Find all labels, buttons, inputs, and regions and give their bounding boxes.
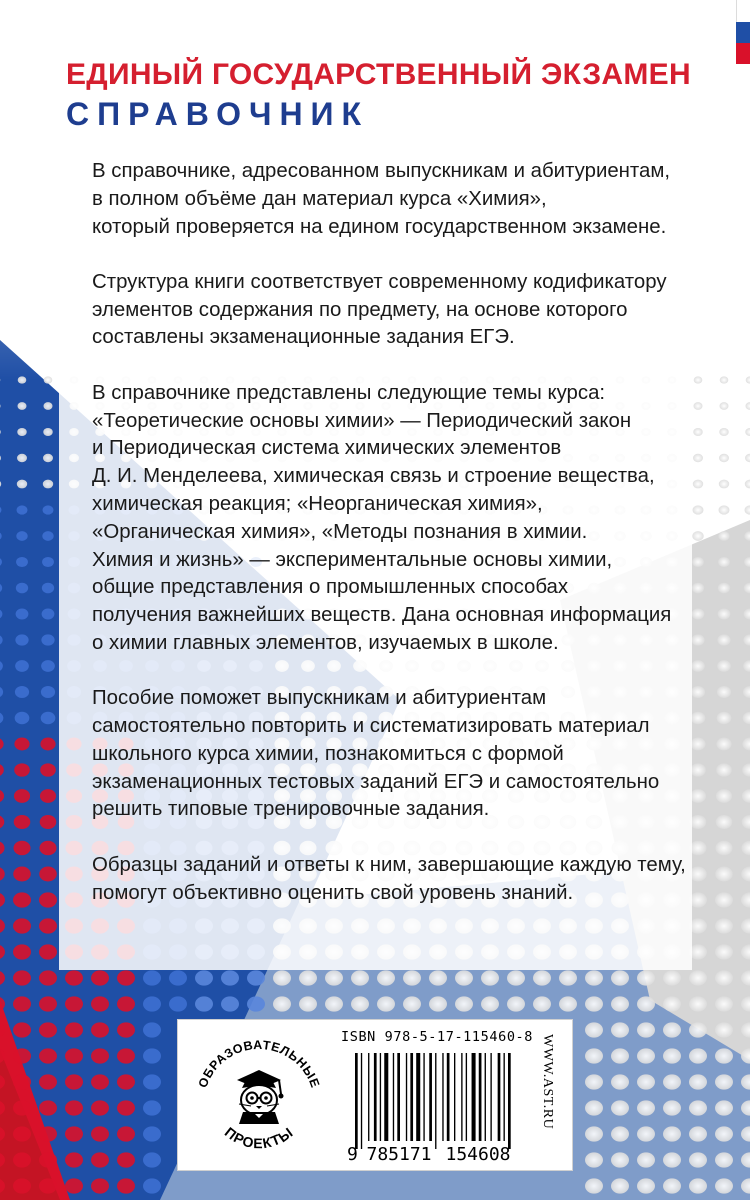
- halftone-dot: [117, 1126, 135, 1141]
- halftone-dot: [299, 996, 317, 1011]
- barcode-bar: [498, 1053, 501, 1141]
- halftone-dot: [718, 609, 731, 620]
- halftone-dot: [42, 531, 53, 541]
- halftone-dot: [716, 789, 732, 803]
- halftone-dot: [117, 1178, 135, 1193]
- halftone-dot: [65, 1152, 83, 1167]
- halftone-dot: [718, 583, 730, 593]
- halftone-dot: [17, 402, 26, 410]
- halftone-dot: [117, 1048, 135, 1063]
- halftone-dot: [14, 815, 31, 829]
- halftone-dot: [13, 892, 31, 907]
- publisher-website: [528, 1032, 568, 1158]
- halftone-dot: [691, 712, 706, 724]
- halftone-dot: [717, 634, 730, 645]
- halftone-dot: [533, 970, 551, 985]
- halftone-dot: [715, 1100, 733, 1115]
- halftone-dot: [689, 1126, 707, 1141]
- halftone-dot: [663, 996, 681, 1011]
- halftone-dot: [715, 1152, 733, 1167]
- halftone-dot: [13, 1100, 31, 1115]
- barcode-bar: [485, 1053, 486, 1141]
- halftone-dot: [745, 505, 750, 514]
- halftone-dot: [611, 1152, 629, 1167]
- halftone-dot: [693, 428, 702, 436]
- russian-flag-strip: [736, 0, 750, 64]
- halftone-dot: [221, 970, 239, 985]
- barcode-bar: [361, 1053, 362, 1149]
- halftone-dot: [611, 1178, 629, 1193]
- halftone-dot: [637, 1074, 655, 1089]
- halftone-dot: [39, 841, 56, 855]
- barcode-bar: [397, 1053, 400, 1141]
- halftone-dot: [117, 970, 135, 985]
- halftone-dot: [715, 1048, 733, 1063]
- halftone-dot: [43, 428, 52, 436]
- halftone-dot: [718, 557, 730, 567]
- halftone-dot: [65, 1048, 83, 1063]
- halftone-dot: [715, 1178, 733, 1193]
- halftone-dot: [717, 660, 731, 672]
- barcode-bar: [416, 1053, 420, 1141]
- halftone-dot: [585, 1152, 603, 1167]
- halftone-dot: [691, 660, 705, 672]
- barcode-bar: [380, 1053, 381, 1141]
- halftone-dot: [585, 1048, 603, 1063]
- halftone-dot: [690, 789, 706, 803]
- halftone-dot: [719, 402, 728, 410]
- halftone-dot: [13, 867, 31, 882]
- halftone-dot: [719, 454, 729, 462]
- halftone-dot: [17, 454, 27, 462]
- halftone-dot: [65, 1022, 83, 1037]
- halftone-dot: [91, 1152, 109, 1167]
- halftone-dot: [91, 996, 109, 1011]
- halftone-dot: [663, 1074, 681, 1089]
- barcode-bar: [508, 1053, 511, 1149]
- halftone-dot: [585, 1100, 603, 1115]
- halftone-dot: [663, 1178, 681, 1193]
- halftone-dot: [13, 1048, 31, 1063]
- halftone-dot: [13, 841, 30, 855]
- halftone-dot: [715, 1022, 733, 1037]
- halftone-dot: [455, 970, 473, 985]
- halftone-dot: [143, 1022, 161, 1037]
- halftone-dot: [39, 918, 57, 933]
- halftone-dot: [693, 454, 703, 462]
- barcode-bar: [368, 1053, 369, 1141]
- halftone-dot: [691, 686, 705, 698]
- halftone-dot: [715, 944, 733, 959]
- halftone-dot: [41, 712, 56, 724]
- halftone-dot: [13, 918, 31, 933]
- halftone-dot: [690, 763, 706, 776]
- halftone-dot: [689, 841, 706, 855]
- halftone-dot: [715, 1074, 733, 1089]
- halftone-dot: [507, 970, 525, 985]
- halftone-dot: [585, 970, 603, 985]
- halftone-dot: [718, 531, 729, 541]
- halftone-dot: [39, 970, 57, 985]
- halftone-dot: [39, 1048, 57, 1063]
- halftone-dot: [403, 970, 421, 985]
- halftone-dot: [43, 454, 53, 462]
- logo-top-text: ОБРАЗОВАТЕЛЬНЫЕ: [195, 1037, 323, 1090]
- halftone-dot: [719, 480, 729, 489]
- barcode-bar: [393, 1053, 394, 1141]
- barcode-bar: [406, 1053, 407, 1141]
- halftone-dot: [39, 1100, 57, 1115]
- halftone-dot: [39, 1178, 57, 1193]
- halftone-dot: [611, 1048, 629, 1063]
- halftone-dot: [14, 738, 29, 751]
- halftone-dot: [13, 1022, 31, 1037]
- halftone-dot: [41, 634, 54, 645]
- halftone-dot: [481, 970, 499, 985]
- halftone-dot: [42, 557, 54, 567]
- website-text: WWW.AST.RU: [540, 1034, 555, 1130]
- halftone-dot: [117, 1152, 135, 1167]
- halftone-dot: [325, 996, 343, 1011]
- halftone-dot: [17, 480, 27, 489]
- halftone-dot: [745, 428, 750, 436]
- barcode-bar: [472, 1053, 476, 1141]
- halftone-dot: [611, 1100, 629, 1115]
- halftone-dot: [715, 841, 732, 855]
- halftone-dot: [91, 1048, 109, 1063]
- halftone-dot: [559, 996, 577, 1011]
- halftone-dot: [637, 1178, 655, 1193]
- halftone-dot: [273, 996, 291, 1011]
- halftone-dot: [693, 402, 702, 410]
- halftone-dot: [247, 970, 265, 985]
- barcode-bar: [442, 1053, 443, 1141]
- halftone-dot: [91, 1074, 109, 1089]
- barcode-bar: [504, 1053, 505, 1141]
- halftone-dot: [14, 789, 30, 803]
- barcode-bar: [429, 1053, 432, 1141]
- annotation-text: [92, 158, 692, 935]
- halftone-dot: [745, 480, 750, 489]
- halftone-dot: [42, 609, 55, 620]
- halftone-dot: [40, 789, 56, 803]
- barcode-bar: [466, 1053, 467, 1141]
- halftone-dot: [403, 996, 421, 1011]
- halftone-dot: [692, 609, 705, 620]
- halftone-dot: [221, 996, 239, 1011]
- barcode-bar: [479, 1053, 482, 1141]
- halftone-dot: [689, 1178, 707, 1193]
- halftone-dot: [15, 686, 29, 698]
- barcode-digit-lead: 9: [347, 1144, 358, 1163]
- paragraph-topics: В справочнике представлены следующие темы курса: «Теоретические основы химии» — Периодический закон и Периодическая система химических элементов Д. И. Менделеева, химическая связь и строение вещества, химическая реакция; «Неорганическая химия», «Органическая химия», «Методы познания в химии. Химия и жизнь» — экспериментальные основы химии, общие представления о промышленных способах получения важнейших веществ. Дана основная информация о химии главных элементов, изучаемых в школе.: [92, 381, 672, 654]
- barcode-bar: [435, 1053, 436, 1149]
- halftone-dot: [689, 1048, 707, 1063]
- halftone-dot: [42, 583, 54, 593]
- halftone-dot: [16, 583, 28, 593]
- halftone-dot: [719, 505, 730, 514]
- halftone-dot: [91, 970, 109, 985]
- halftone-dot: [611, 996, 629, 1011]
- halftone-dot: [325, 970, 343, 985]
- halftone-dot: [585, 996, 603, 1011]
- halftone-dot: [715, 1126, 733, 1141]
- halftone-dot: [169, 996, 187, 1011]
- halftone-dot: [715, 867, 733, 882]
- halftone-dot: [611, 1074, 629, 1089]
- halftone-dot: [39, 892, 57, 907]
- halftone-dot: [91, 1022, 109, 1037]
- halftone-dot: [716, 738, 731, 751]
- halftone-dot: [689, 1022, 707, 1037]
- halftone-dot: [692, 531, 703, 541]
- halftone-dot: [719, 428, 728, 436]
- halftone-dot: [745, 402, 750, 410]
- halftone-dot: [143, 1100, 161, 1115]
- halftone-dot: [195, 970, 213, 985]
- halftone-dot: [40, 815, 57, 829]
- halftone-dot: [143, 1074, 161, 1089]
- barcode-bar: [384, 1053, 388, 1141]
- halftone-dot: [15, 660, 29, 672]
- halftone-dot: [715, 996, 733, 1011]
- halftone-dot: [533, 996, 551, 1011]
- halftone-dot: [143, 1178, 161, 1193]
- halftone-dot: [689, 996, 707, 1011]
- halftone-dot: [690, 815, 707, 829]
- paragraph-structure: Структура книги соответствует современному кодификатору элементов содержания по предмету, на основе которого составлены экзаменационные задания ЕГЭ.: [92, 270, 667, 349]
- halftone-dot: [715, 970, 733, 985]
- halftone-dot: [17, 428, 26, 436]
- halftone-dot: [351, 996, 369, 1011]
- halftone-dot: [13, 944, 31, 959]
- halftone-dot: [13, 970, 31, 985]
- barcode-bar: [423, 1053, 424, 1141]
- halftone-dot: [40, 738, 55, 751]
- series-title: ЕДИНЫЙ ГОСУДАРСТВЕННЫЙ ЭКЗАМЕН: [66, 58, 691, 91]
- halftone-dot: [611, 1022, 629, 1037]
- halftone-dot: [13, 1178, 31, 1193]
- halftone-dot: [91, 1126, 109, 1141]
- halftone-dot: [611, 970, 629, 985]
- halftone-dot: [15, 634, 28, 645]
- halftone-dot: [690, 738, 705, 751]
- halftone-dot: [65, 1100, 83, 1115]
- halftone-dot: [117, 1074, 135, 1089]
- halftone-dot: [15, 712, 30, 724]
- halftone-dot: [693, 505, 704, 514]
- halftone-dot: [143, 970, 161, 985]
- halftone-dot: [143, 996, 161, 1011]
- halftone-dot: [17, 505, 28, 514]
- halftone-dot: [273, 970, 291, 985]
- halftone-dot: [663, 1048, 681, 1063]
- halftone-dot: [507, 996, 525, 1011]
- halftone-dot: [65, 1074, 83, 1089]
- halftone-dot: [637, 1100, 655, 1115]
- barcode-bar: [447, 1053, 450, 1141]
- halftone-dot: [117, 1100, 135, 1115]
- halftone-dot: [43, 505, 54, 514]
- halftone-dot: [39, 867, 57, 882]
- halftone-dot: [13, 1126, 31, 1141]
- halftone-dot: [143, 1126, 161, 1141]
- halftone-dot: [65, 1126, 83, 1141]
- halftone-dot: [663, 1126, 681, 1141]
- barcode-digits-left: 785171: [366, 1144, 432, 1163]
- halftone-dot: [717, 712, 732, 724]
- halftone-dot: [691, 634, 704, 645]
- halftone-dot: [91, 1178, 109, 1193]
- book-type-title: СПРАВОЧНИК: [66, 96, 370, 132]
- halftone-dot: [91, 1100, 109, 1115]
- halftone-dot: [39, 1126, 57, 1141]
- halftone-dot: [16, 609, 29, 620]
- halftone-dot: [39, 944, 57, 959]
- halftone-dot: [39, 996, 57, 1011]
- publisher-footer: [177, 1019, 573, 1171]
- halftone-dot: [692, 557, 704, 567]
- halftone-dot: [637, 1022, 655, 1037]
- barcode-bar: [461, 1053, 462, 1141]
- halftone-dot: [43, 402, 52, 410]
- barcode: [341, 1051, 529, 1163]
- halftone-dot: [663, 1100, 681, 1115]
- halftone-dot: [637, 996, 655, 1011]
- halftone-dot: [117, 996, 135, 1011]
- halftone-dot: [247, 996, 265, 1011]
- halftone-dot: [637, 970, 655, 985]
- halftone-dot: [299, 970, 317, 985]
- halftone-dot: [637, 1048, 655, 1063]
- halftone-dot: [559, 970, 577, 985]
- halftone-dot: [65, 1178, 83, 1193]
- halftone-dot: [117, 1022, 135, 1037]
- halftone-dot: [13, 1152, 31, 1167]
- publisher-logo: [184, 1024, 334, 1166]
- halftone-dot: [693, 480, 703, 489]
- halftone-dot: [16, 557, 28, 567]
- halftone-dot: [455, 996, 473, 1011]
- halftone-dot: [715, 918, 733, 933]
- paragraph-intro: В справочнике, адресованном выпускникам и абитуриентам, в полном объёме дан материал курса «Химия», который проверяется на едином государственном экзамене.: [92, 160, 671, 238]
- paragraph-samples: Образцы заданий и ответы к ним, завершающие каждую тему, помогут объективно оценить свой уровень знаний.: [92, 853, 686, 904]
- halftone-dot: [41, 686, 55, 698]
- halftone-dot: [585, 1126, 603, 1141]
- isbn-number: ISBN 978-5-17-115460-8: [341, 1029, 534, 1045]
- halftone-dot: [663, 970, 681, 985]
- halftone-dot: [169, 970, 187, 985]
- halftone-dot: [429, 996, 447, 1011]
- halftone-dot: [663, 1022, 681, 1037]
- barcode-bar: [454, 1053, 455, 1141]
- paragraph-purpose: Пособие поможет выпускникам и абитуриентам самостоятельно повторить и систематизировать материал школьного курса химии, познакомиться с формой экзаменационных тестовых заданий ЕГЭ и самостоятельно решить типовые тренировочные задания.: [92, 687, 660, 821]
- halftone-dot: [65, 996, 83, 1011]
- halftone-dot: [195, 996, 213, 1011]
- cat-graduate-icon: [237, 1070, 284, 1124]
- halftone-dot: [689, 1074, 707, 1089]
- halftone-dot: [377, 996, 395, 1011]
- halftone-dot: [39, 1074, 57, 1089]
- halftone-dot: [13, 996, 31, 1011]
- logo-bottom-text: ПРОЕКТЫ: [221, 1123, 297, 1152]
- halftone-dot: [41, 660, 55, 672]
- halftone-dot: [689, 1152, 707, 1167]
- halftone-dot: [14, 763, 30, 776]
- halftone-dot: [689, 970, 707, 985]
- halftone-dot: [637, 1152, 655, 1167]
- halftone-dot: [585, 1178, 603, 1193]
- halftone-dot: [16, 531, 27, 541]
- barcode-bar: [355, 1053, 358, 1149]
- halftone-dot: [65, 970, 83, 985]
- halftone-dot: [716, 815, 733, 829]
- halftone-dot: [745, 454, 750, 462]
- halftone-dot: [585, 1074, 603, 1089]
- halftone-dot: [143, 1152, 161, 1167]
- halftone-dot: [39, 1152, 57, 1167]
- halftone-dot: [429, 970, 447, 985]
- halftone-dot: [637, 1126, 655, 1141]
- halftone-dot: [39, 1022, 57, 1037]
- halftone-dot: [13, 1074, 31, 1089]
- halftone-dot: [611, 1126, 629, 1141]
- halftone-dot: [377, 970, 395, 985]
- halftone-dot: [663, 1152, 681, 1167]
- barcode-bar: [490, 1053, 491, 1141]
- halftone-dot: [585, 1022, 603, 1037]
- halftone-dot: [351, 970, 369, 985]
- halftone-dot: [715, 892, 733, 907]
- barcode-bar: [410, 1053, 413, 1141]
- halftone-dot: [143, 1048, 161, 1063]
- barcode-bar: [374, 1053, 377, 1141]
- halftone-dot: [716, 763, 732, 776]
- halftone-dot: [689, 1100, 707, 1115]
- halftone-dot: [481, 996, 499, 1011]
- barcode-digits-right: 154608: [445, 1144, 511, 1163]
- halftone-dot: [40, 763, 56, 776]
- halftone-dot: [43, 480, 53, 489]
- halftone-dot: [692, 583, 704, 593]
- halftone-dot: [717, 686, 731, 698]
